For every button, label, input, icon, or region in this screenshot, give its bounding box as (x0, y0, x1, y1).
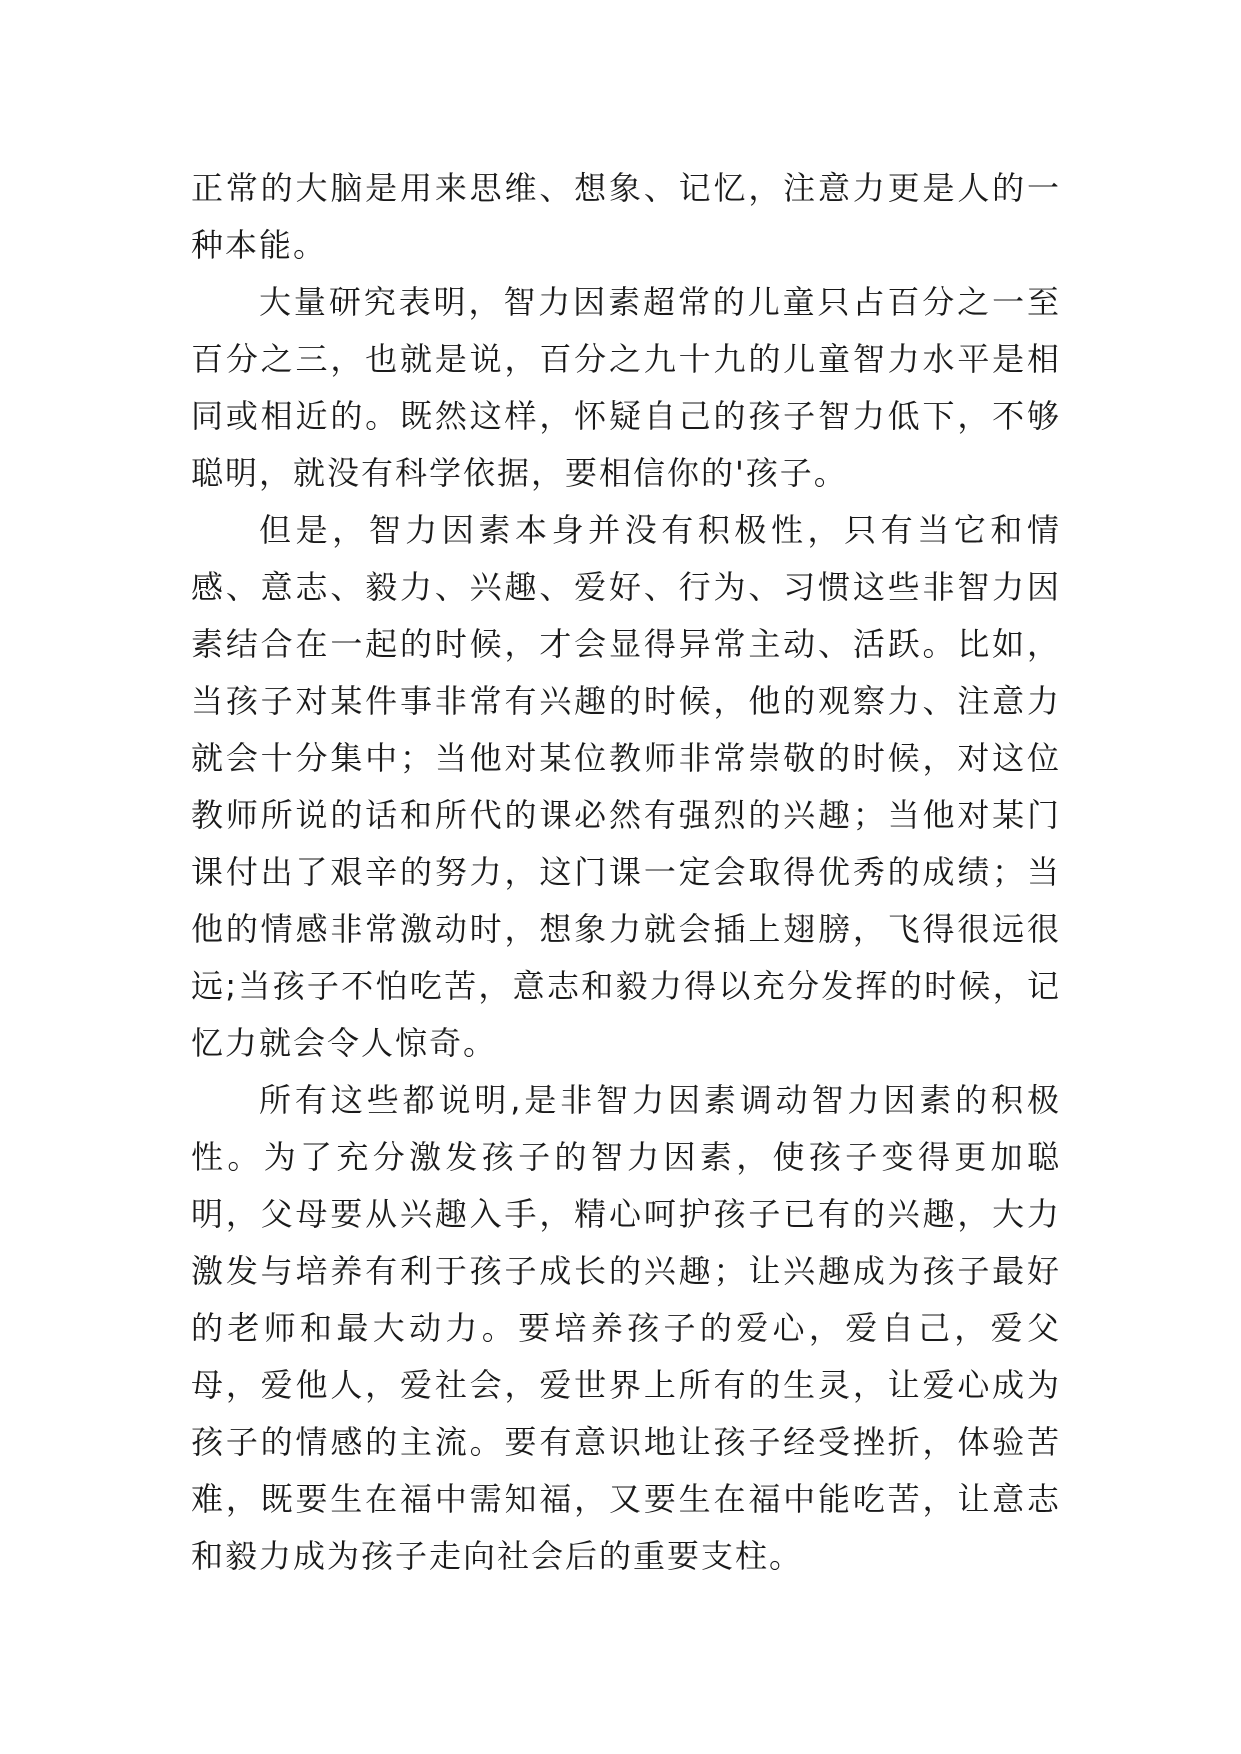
paragraph-3: 但是，智力因素本身并没有积极性，只有当它和情感、意志、毅力、兴趣、爱好、行为、习惯这些非智力因素结合在一起的时候，才会显得异常主动、活跃。比如，当孩子对某件事非常有兴趣的时候，他的观察力、注意力就会十分集中；当他对某位教师非常崇敬的时候，对这位教师所说的话和所代的课必然有强烈的兴趣；当他对某门课付出了艰辛的努力，这门课一定会取得优秀的成绩；当他的情感非常激动时，想象力就会插上翅膀，飞得很远很远;当孩子不怕吃苦，意志和毅力得以充分发挥的时候，记忆力就会令人惊奇。 (191, 511, 1061, 1062)
paragraph-1: 正常的大脑是用来思维、想象、记忆，注意力更是人的一种本能。 (191, 169, 1061, 264)
document-body (191, 160, 1061, 1585)
paragraph-4: 所有这些都说明,是非智力因素调动智力因素的积极性。为了充分激发孩子的智力因素，使孩子变得更加聪明，父母要从兴趣入手，精心呵护孩子已有的兴趣，大力激发与培养有利于孩子成长的兴趣；让兴趣成为孩子最好的老师和最大动力。要培养孩子的爱心，爱自己，爱父母，爱他人，爱社会，爱世界上所有的生灵，让爱心成为孩子的情感的主流。要有意识地让孩子经受挫折，体验苦难，既要生在福中需知福，又要生在福中能吃苦，让意志和毅力成为孩子走向社会后的重要支柱。 (191, 1081, 1061, 1575)
paragraph-2: 大量研究表明，智力因素超常的儿童只占百分之一至百分之三，也就是说，百分之九十九的儿童智力水平是相同或相近的。既然这样，怀疑自己的孩子智力低下，不够聪明，就没有科学依据，要相信你的'孩子。 (191, 283, 1061, 492)
